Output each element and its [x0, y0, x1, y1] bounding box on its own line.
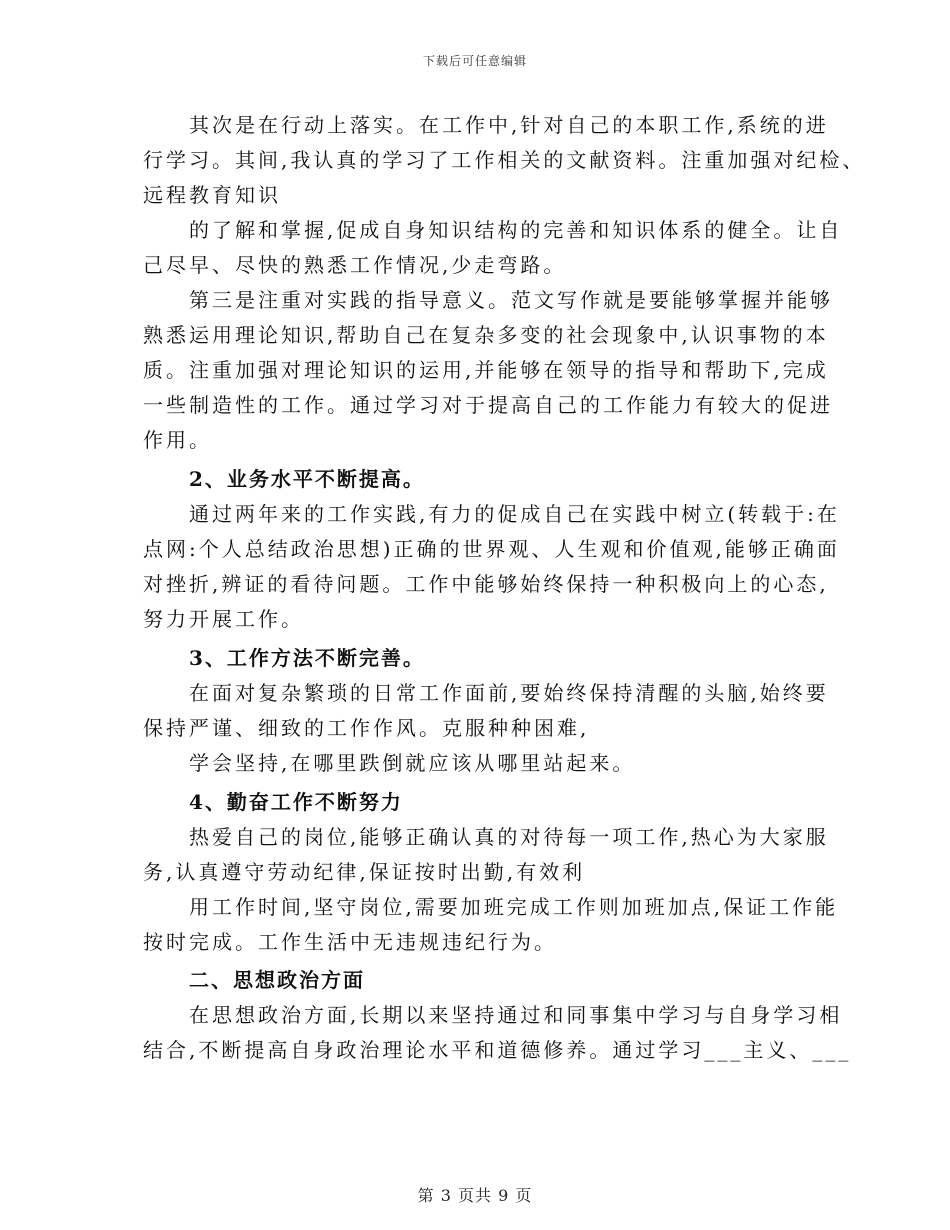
paragraph-line: 远程教育知识: [143, 183, 281, 207]
paragraph-line: 热爱自己的岗位,能够正确认真的对待每一项工作,热心为大家服: [189, 825, 829, 849]
paragraph-line: 结合,不断提高自身政治理论水平和道德修养。通过学习___主义、___: [143, 1038, 852, 1062]
paragraph-line: 的了解和掌握,促成自身知识结构的完善和知识体系的健全。让自: [189, 218, 843, 242]
paragraph-line: 第三是注重对实践的指导意义。范文写作就是要能够掌握并能够: [189, 288, 833, 312]
paragraph-line: 用工作时间,坚守岗位,需要加班完成工作则加班加点,保证工作能: [189, 895, 839, 919]
paragraph-line: 质。注重加强对理论知识的运用,并能够在领导的指导和帮助下,完成: [143, 358, 829, 382]
paragraph-line: 其次是在行动上落实。在工作中,针对自己的本职工作,系统的进: [189, 113, 829, 137]
paragraph-line: 按时完成。工作生活中无违规违纪行为。: [143, 930, 557, 954]
section-heading: 2、业务水平不断提高。: [189, 467, 425, 491]
paragraph-line: 对挫折,辨证的看待问题。工作中能够始终保持一种积极向上的心态,: [143, 572, 829, 596]
paragraph-line: 一些制造性的工作。通过学习对于提高自己的工作能力有较大的促进: [143, 393, 833, 417]
section-heading: 4、勤奋工作不断努力: [189, 790, 403, 814]
paragraph-line: 行学习。其间,我认真的学习了工作相关的文献资料。注重加强对纪检、: [143, 148, 866, 172]
paragraph-line: 点网:个人总结政治思想)正确的世界观、人生观和价值观,能够正确面: [143, 537, 840, 561]
paragraph-line: 作用。: [143, 428, 212, 452]
document-body: [143, 108, 866, 1068]
paragraph-line: 在面对复杂繁琐的日常工作面前,要始终保持清醒的头脑,始终要: [189, 681, 829, 705]
paragraph-line: 在思想政治方面,长期以来坚持通过和同事集中学习与自身学习相: [189, 1003, 843, 1027]
paragraph-line: 学会坚持,在哪里跌倒就应该从哪里站起来。: [189, 751, 636, 775]
paragraph-line: 保持严谨、细致的工作作风。克服种种困难,: [143, 716, 590, 740]
paragraph-line: 通过两年来的工作实践,有力的促成自己在实践中树立(转载于:在: [189, 502, 840, 526]
page-header: 下载后可任意编辑: [422, 54, 527, 68]
paragraph-line: 己尽早、尽快的熟悉工作情况,少走弯路。: [143, 253, 567, 277]
section-heading: 二、思想政治方面: [189, 968, 365, 992]
page-footer: 第 3 页共 9 页: [417, 1186, 533, 1205]
section-heading: 3、工作方法不断完善。: [189, 646, 425, 670]
paragraph-line: 务,认真遵守劳动纪律,保证按时出勤,有效利: [143, 860, 586, 884]
paragraph-line: 熟悉运用理论知识,帮助自己在复杂多变的社会现象中,认识事物的本: [143, 323, 829, 347]
paragraph-line: 努力开展工作。: [143, 607, 304, 631]
